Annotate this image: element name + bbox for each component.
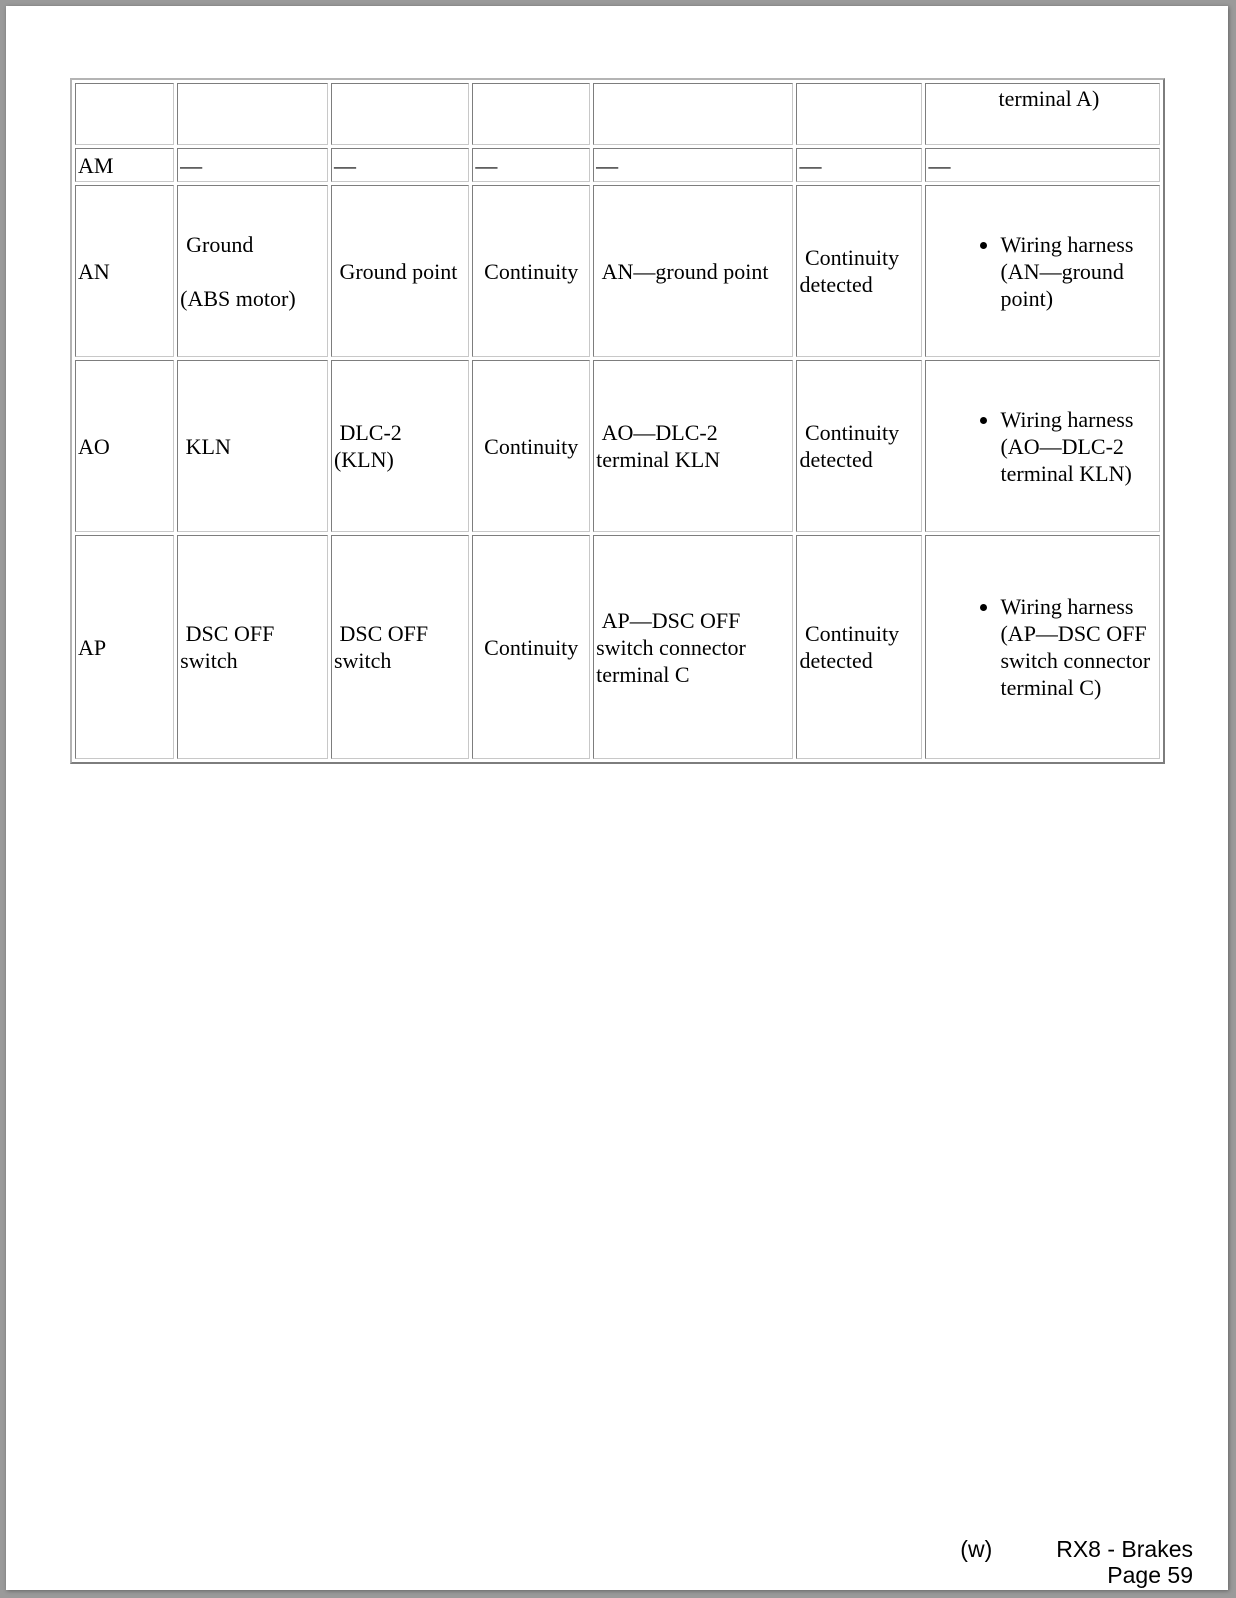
table-cell-specification: Continuity detected (796, 535, 922, 759)
table-cell-terminal: AP (75, 535, 174, 759)
table-cell-dash: — (796, 148, 922, 182)
table-cell-connected-to: DSC OFF switch (331, 535, 469, 759)
table-cell-terminal: AO (75, 360, 174, 532)
table-cell-test-condition: Continuity (472, 535, 590, 759)
table-cell-connected-to: Ground point (331, 185, 469, 357)
table-cell (796, 83, 922, 145)
table-cell-test-condition: Continuity (472, 185, 590, 357)
signal-line-1: Ground (186, 231, 254, 257)
table-cell-possible-cause (925, 360, 1160, 532)
table-cell-signal (177, 185, 328, 357)
table-cell-signal: KLN (177, 360, 328, 532)
table-row-continued (75, 83, 1160, 145)
table-cell (331, 83, 469, 145)
table-cell-possible-cause (925, 535, 1160, 759)
table-cell-measurement-item: AO—DLC-2 terminal KLN (593, 360, 793, 532)
table-cell-terminal: AN (75, 185, 174, 357)
footer-title: RX8 - Brakes (1056, 1536, 1193, 1562)
table-cell-dash: — (593, 148, 793, 182)
table-cell-connected-to: DLC-2 (KLN) (331, 360, 469, 532)
table-cell (75, 83, 174, 145)
table-cell-measurement-item: AN—ground point (593, 185, 793, 357)
page-number: Page 59 (1107, 1562, 1193, 1588)
table-row-an (75, 185, 1160, 357)
signal-line-2: (ABS motor) (180, 285, 296, 311)
table-cell (472, 83, 590, 145)
table-cell-possible-cause (925, 185, 1160, 357)
table-cell-signal: DSC OFF switch (177, 535, 328, 759)
table-row-ao (75, 360, 1160, 532)
table-row-ap (75, 535, 1160, 759)
table-row-am (75, 148, 1160, 182)
table-cell-specification: Continuity detected (796, 185, 922, 357)
table-cell (593, 83, 793, 145)
table-cell-measurement-item: AP—DSC OFF switch connector terminal C (593, 535, 793, 759)
table-cell-possible-cause: terminal A) (925, 83, 1160, 145)
footer-mark: (w) (960, 1536, 993, 1562)
document-page (6, 6, 1228, 1590)
connector-inspection-table (70, 78, 1165, 764)
possible-cause-item: • Wiring harness (AP—DSC OFF switch connector terminal C) (1000, 593, 1157, 701)
possible-cause-item: • Wiring harness (AN—ground point) (1000, 231, 1157, 312)
table-cell-terminal: AM (75, 148, 174, 182)
table-cell (177, 83, 328, 145)
table-cell-dash: — (472, 148, 590, 182)
table-cell-dash: — (177, 148, 328, 182)
table-cell-dash: — (925, 148, 1160, 182)
table-cell-dash: — (331, 148, 469, 182)
possible-cause-item: • Wiring harness (AO—DLC-2 terminal KLN) (1000, 406, 1157, 487)
page-footer (960, 1536, 1193, 1588)
table-cell-test-condition: Continuity (472, 360, 590, 532)
table-cell-specification: Continuity detected (796, 360, 922, 532)
